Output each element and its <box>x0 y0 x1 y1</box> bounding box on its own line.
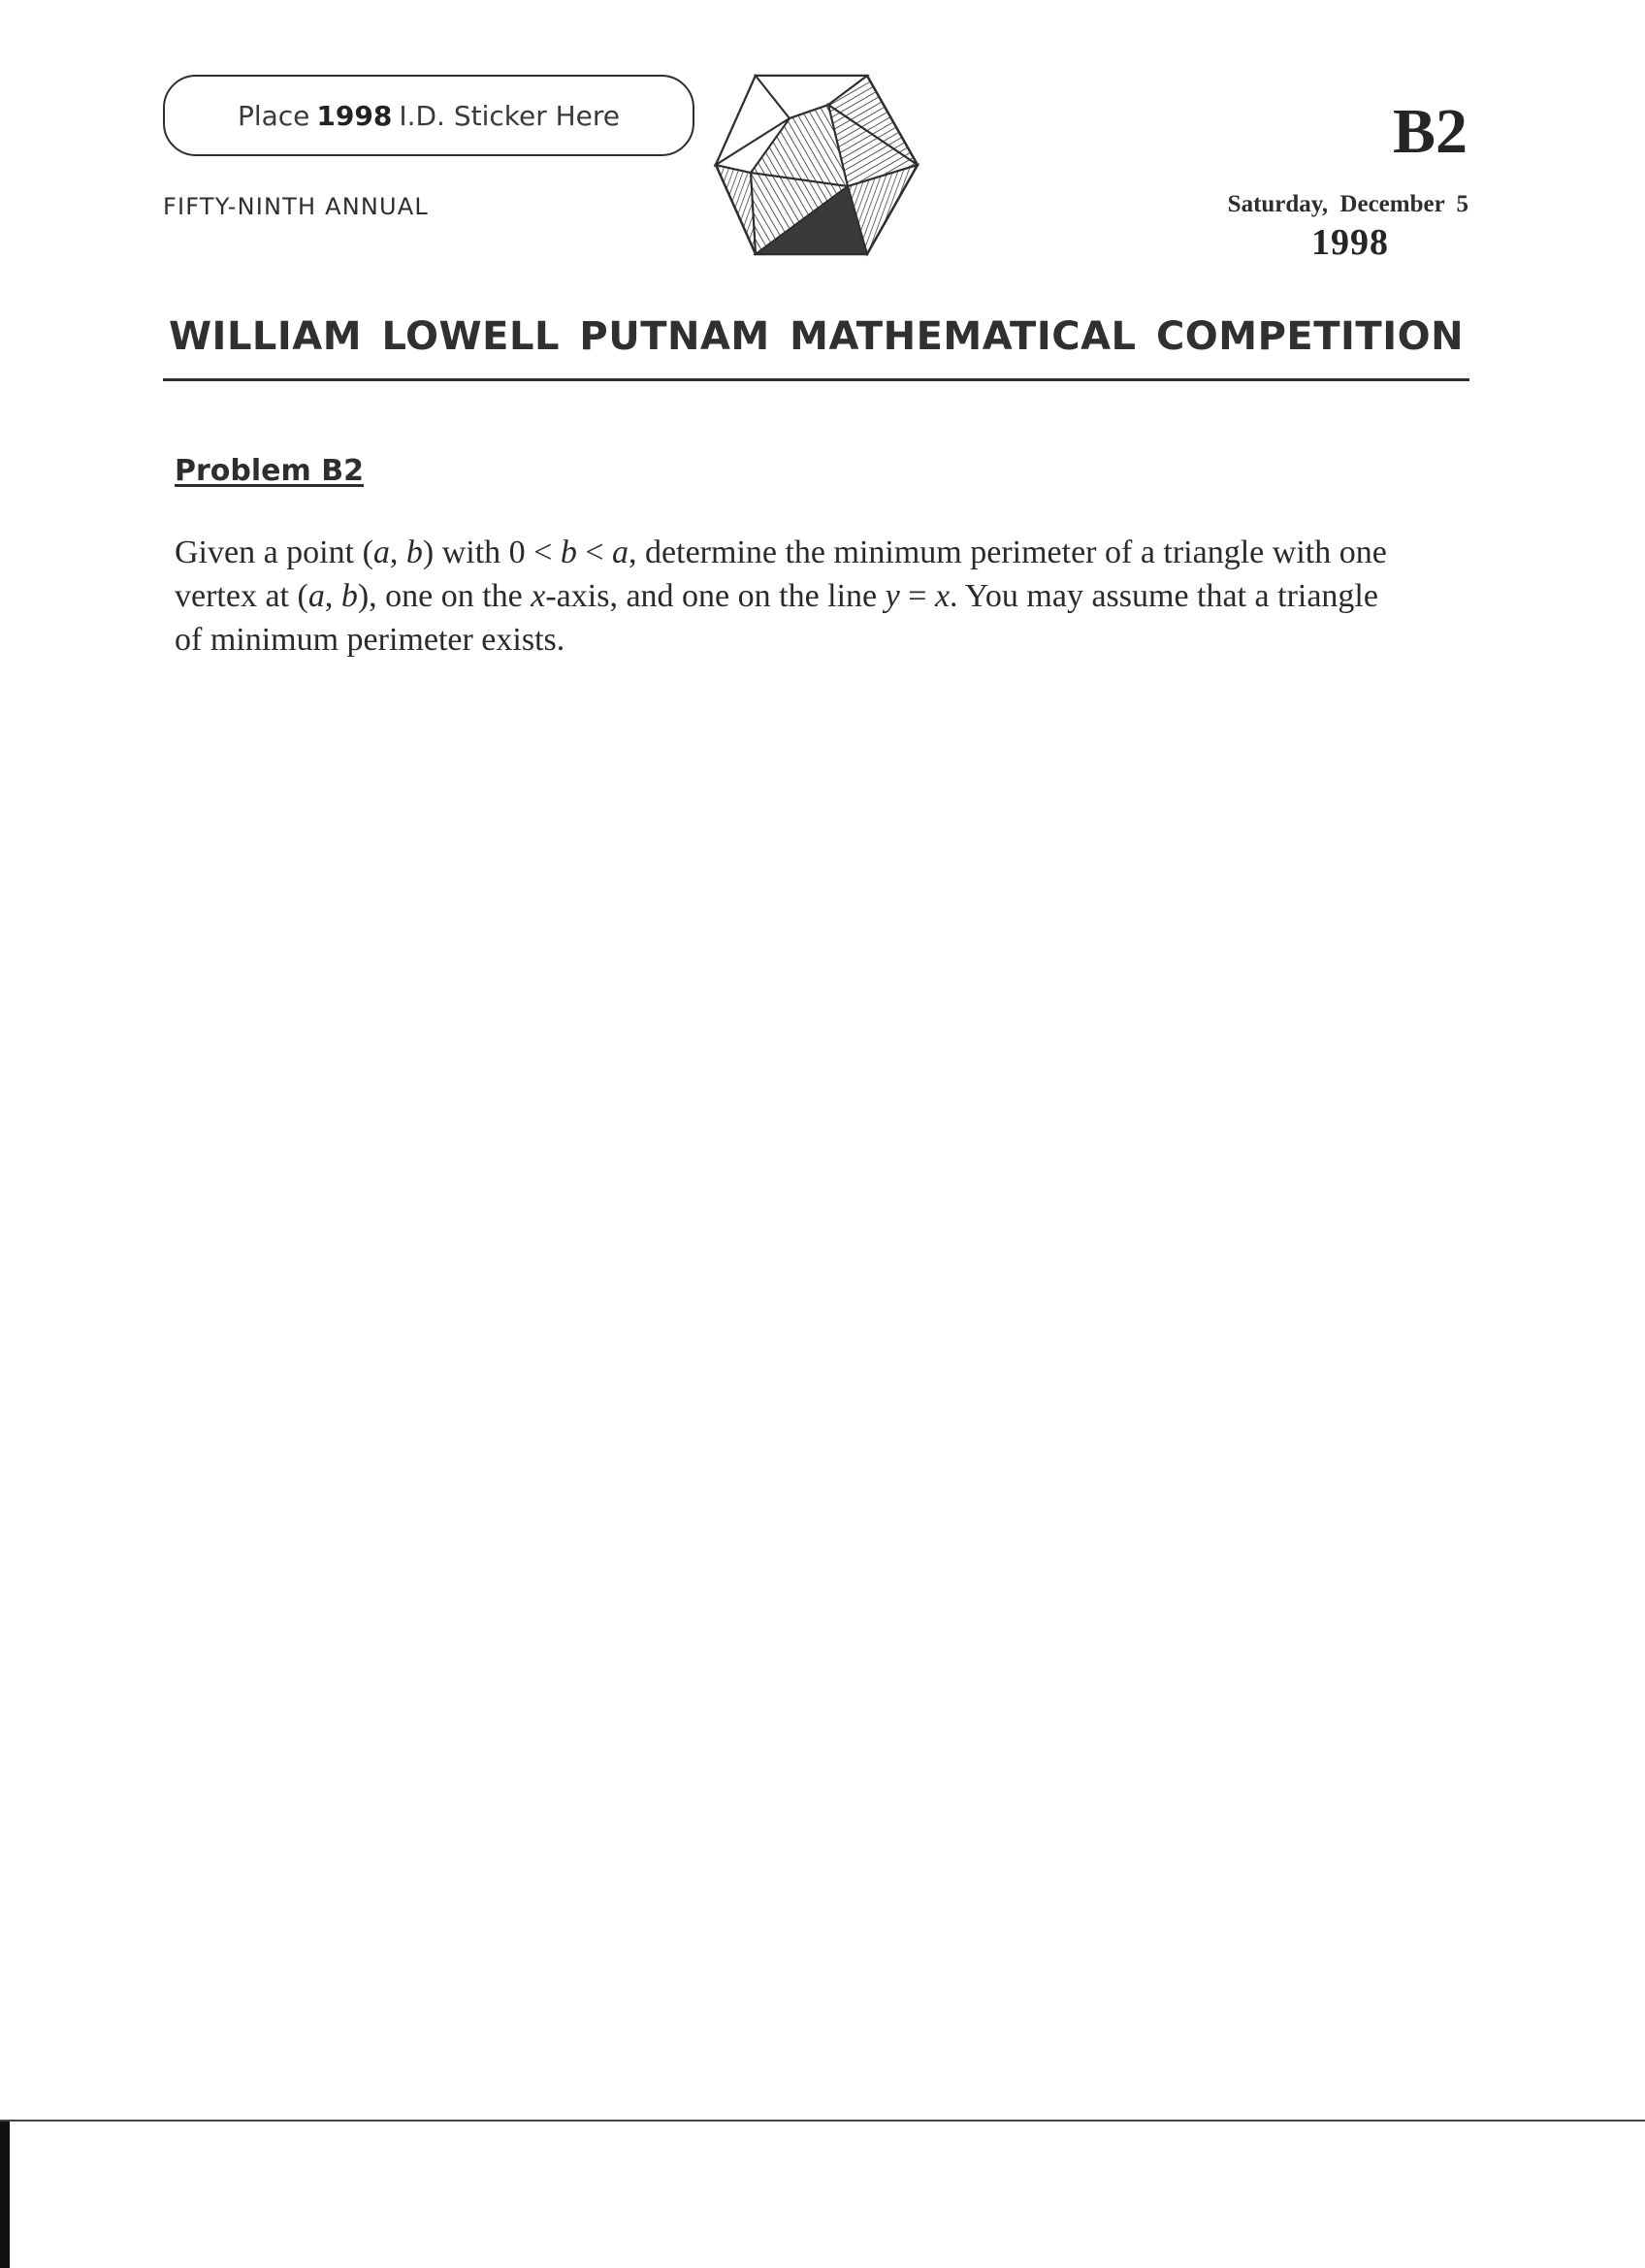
exam-date: Saturday, December 5 <box>1227 191 1468 217</box>
icosahedron-logo-icon <box>712 72 921 262</box>
sticker-label-post: I.D. Sticker Here <box>399 99 621 132</box>
page-fold-line <box>0 2120 1645 2122</box>
problem-statement <box>175 531 1474 662</box>
annual-label: FIFTY-NINTH ANNUAL <box>163 193 429 220</box>
sticker-label-year: 1998 <box>316 99 393 132</box>
exam-year: 1998 <box>1311 222 1389 263</box>
id-sticker-box <box>163 75 694 156</box>
sticker-label-pre: Place <box>237 99 310 132</box>
problem-heading: Problem B2 <box>175 454 364 488</box>
problem-line-3: of minimum perimeter exists. <box>175 622 565 658</box>
title-divider <box>163 378 1469 381</box>
exam-code: B2 <box>1392 96 1468 167</box>
problem-line-2: vertex at (a, b), one on the x-axis, and one on the line y = x. You may assume that a triangle <box>175 578 1378 614</box>
page-edge-shadow <box>0 2122 10 2268</box>
competition-title: WILLIAM LOWELL PUTNAM MATHEMATICAL COMPETITION <box>168 314 1465 359</box>
problem-line-1: Given a point (a, b) with 0 < b < a, determine the minimum perimeter of a triangle with one <box>175 535 1387 570</box>
